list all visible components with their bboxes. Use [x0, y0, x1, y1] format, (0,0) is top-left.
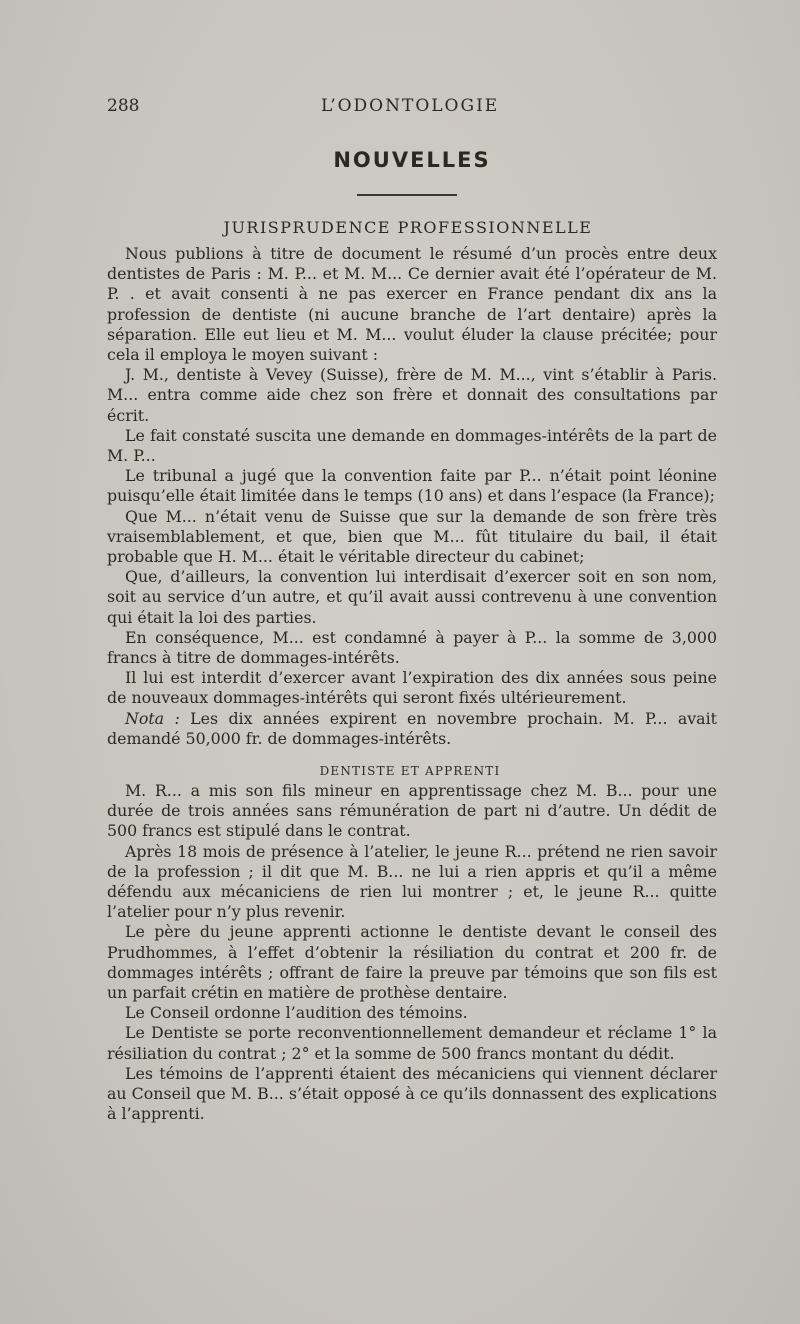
paragraph: Le fait constaté suscita une demande en dommages-intérêts de la part de M. P...	[107, 425, 717, 466]
title-rule	[357, 194, 457, 196]
page-header	[107, 96, 717, 122]
paragraph: Le père du jeune apprenti actionne le dentiste devant le conseil des Prudhommes, à l’effet d’obtenir la résiliation du contrat et 200 fr. de dommages intérêts ; offrant de faire la preuve par témoins que son fils est un parfait crétin en matière de prothèse dentaire.	[107, 922, 717, 1003]
section-title: NOUVELLES	[333, 148, 491, 172]
article-body-2	[107, 781, 717, 1124]
paragraph: Nous publions à titre de document le résumé d’un procès entre deux dentistes de Paris : M. P... et M. M... Ce dernier avait été l’opérateur de M. P. . et avait consenti à ne pas exercer en France pendant dix ans la profession de dentiste (ni aucune branche de l’art dentaire) après la séparation. Elle eut lieu et M. M... voulut éluder la clause précitée; pour cela il employa le moyen suivant :	[107, 244, 717, 365]
paragraph: Il lui est interdit d’exercer avant l’expiration des dix années sous peine de nouveaux dommages-intérêts qui seront fixés ultérieurement.	[107, 668, 717, 708]
paragraph: Après 18 mois de présence à l’atelier, le jeune R... prétend ne rien savoir de la profession ; il dit que M. B... ne lui a rien appris et qu’il a même défendu aux mécaniciens de rien lui montrer ; et, le jeune R... quitte l’atelier pour n’y plus revenir.	[107, 841, 717, 922]
article-title: JURISPRUDENCE PROFESSIONNELLE	[223, 218, 593, 237]
paragraph: J. M., dentiste à Vevey (Suisse), frère de M. M..., vint s’établir à Paris. M... entra comme aide chez son frère et donnait des consultations par écrit.	[107, 365, 717, 425]
paragraph: Les témoins de l’apprenti étaient des mécaniciens qui viennent déclarer au Conseil que M. B... s’était opposé à ce qu’ils donnassent des explications à l’apprenti.	[107, 1063, 717, 1124]
paragraph: En conséquence, M... est condamné à payer à P... la somme de 3,000 francs à titre de dommages-intérêts.	[107, 627, 717, 668]
running-head: L’ODONTOLOGIE	[321, 96, 500, 116]
paragraph: Que M... n’était venu de Suisse que sur la demande de son frère très vraisemblablement, et que, bien que M... fût titulaire du bail, il était probable que H. M... était le véritable directeur du cabinet;	[107, 506, 717, 567]
paragraph: Le Dentiste se porte reconventionnellement demandeur et réclame 1° la résiliation du contrat ; 2° et la somme de 500 francs montant du dédit.	[107, 1023, 717, 1063]
paragraph: Que, d’ailleurs, la convention lui interdisait d’exercer soit en son nom, soit au service d’un autre, et qu’il avait aussi contrevenu à une convention qui était la loi des parties.	[107, 567, 717, 627]
paragraph: Le Conseil ordonne l’audition des témoins.	[125, 1003, 468, 1023]
nota-paragraph	[107, 709, 717, 749]
article-body	[107, 244, 717, 749]
nota-label: Nota :	[125, 708, 180, 728]
page-number: 288	[107, 96, 140, 116]
nota-text: Les dix années expirent en novembre prochain. M. P... avait demandé 50,000 fr. de dommages-intérêts.	[107, 708, 717, 748]
article-title-2: DENTISTE ET APPRENTI	[319, 764, 501, 778]
paragraph: Le tribunal a jugé que la convention faite par P... n’était point léonine puisqu’elle était limitée dans le temps (10 ans) et dans l’espace (la France);	[107, 466, 717, 506]
paragraph: M. R... a mis son fils mineur en apprentissage chez M. B... pour une durée de trois années sans rémunération de part ni d’autre. Un dédit de 500 francs est stipulé dans le contrat.	[107, 781, 717, 841]
